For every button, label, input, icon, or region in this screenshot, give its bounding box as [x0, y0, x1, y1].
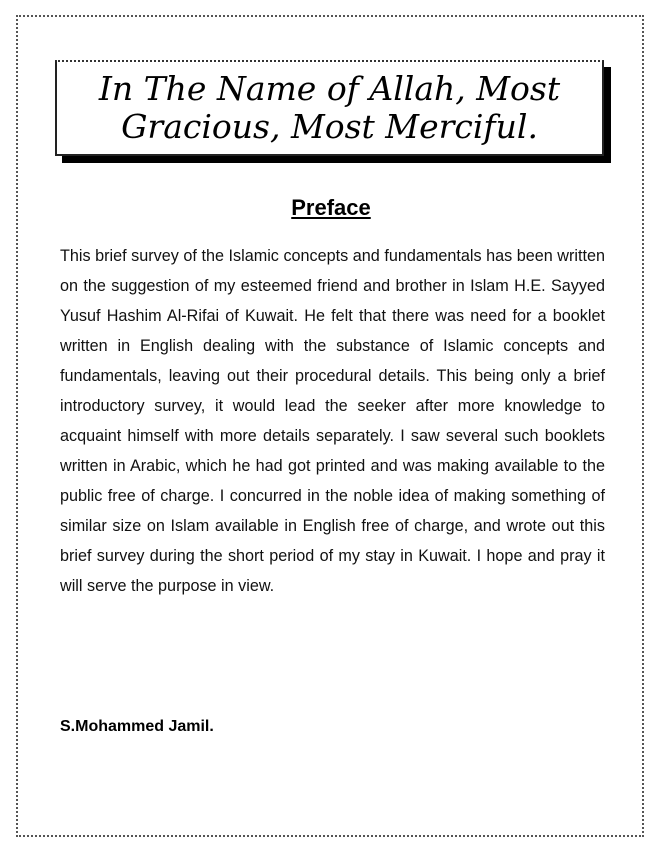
author-signature: S.Mohammed Jamil. — [60, 718, 214, 735]
title-line-2: Gracious, Most Merciful. — [121, 107, 538, 146]
preface-body: This brief survey of the Islamic concepts and fundamentals has been written on the suggestion of my esteemed friend and brother in Islam H.E. Sayyed Yusuf Hashim Al-Rifai of Kuwait. He felt that there was need for a booklet written in English dealing with the substance of Islamic concepts and fundamentals, leaving out their procedural details. This being only a brief introductory survey, it would lead the seeker after more knowledge to acquaint himself with more details separately. I saw several such booklets written in Arabic, which he had got printed and was making available to the public free of charge. I concurred in the noble idea of making something of similar size on Islam available in English free of charge, and wrote out this brief survey during the short period of my stay in Kuwait. I hope and pray it will serve the purpose in view. — [60, 247, 605, 595]
title-line-1: In The Name of Allah, Most — [98, 69, 561, 108]
preface-heading: Preface — [291, 195, 371, 220]
title-box — [55, 60, 604, 156]
